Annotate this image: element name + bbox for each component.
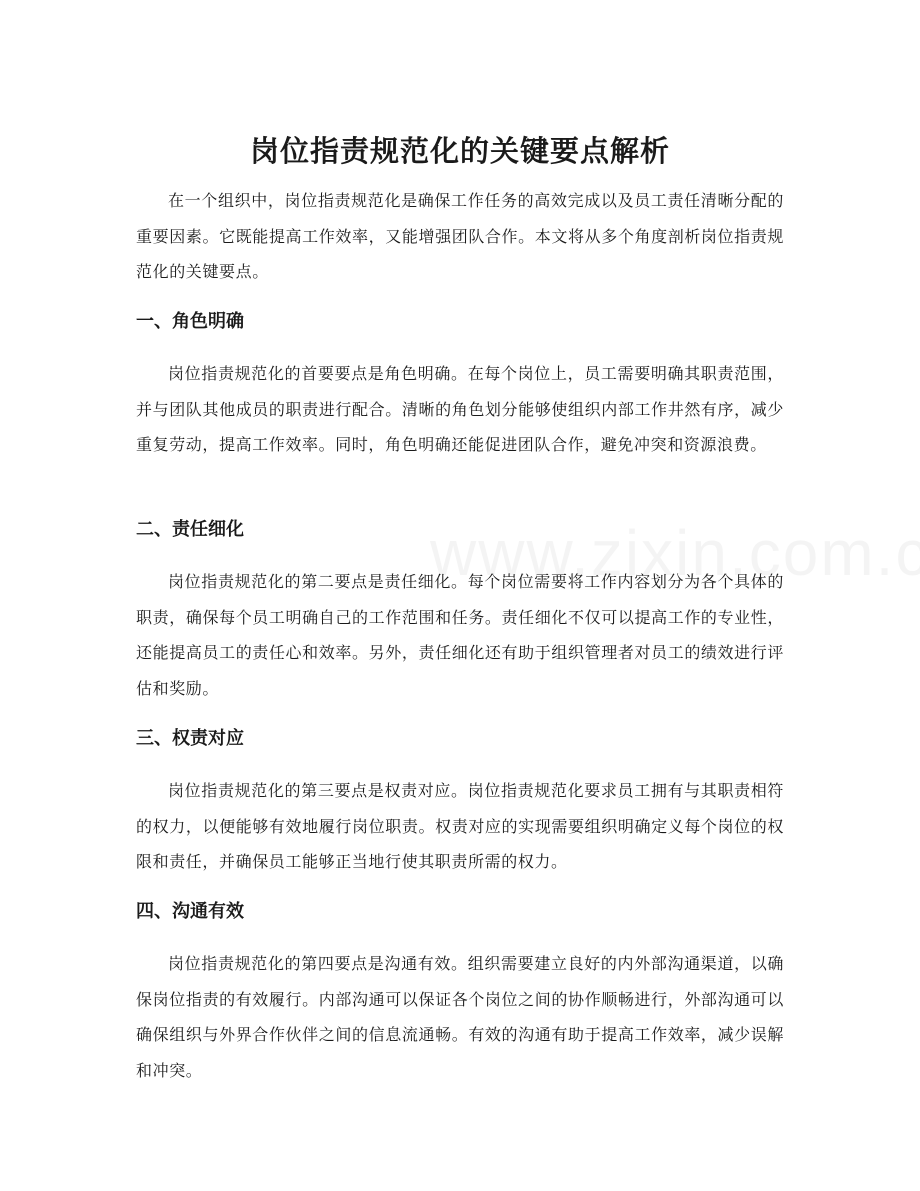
section-heading-3: 三、权责对应 <box>136 728 244 749</box>
section-body-2: 岗位指责规范化的第二要点是责任细化。每个岗位需要将工作内容划分为各个具体的职责，确保每个员工明确自己的工作范围和任务。责任细化不仅可以提高工作的专业性，还能提高员工的责任心和效率。另外，责任细化还有助于组织管理者对员工的绩效进行评估和奖励。 <box>136 572 784 698</box>
section-heading-2: 二、责任细化 <box>136 519 244 540</box>
section-body-4: 岗位指责规范化的第四要点是沟通有效。组织需要建立良好的内外部沟通渠道，以确保岗位指责的有效履行。内部沟通可以保证各个岗位之间的协作顺畅进行，外部沟通可以确保组织与外界合作伙伴之间的信息流通畅。有效的沟通有助于提高工作效率，减少误解和冲突。 <box>136 954 784 1080</box>
document-title: 岗位指责规范化的关键要点解析 <box>249 134 670 169</box>
section-body-1: 岗位指责规范化的首要要点是角色明确。在每个岗位上，员工需要明确其职责范围，并与团队其他成员的职责进行配合。清晰的角色划分能够使组织内部工作井然有序，减少重复劳动，提高工作效率。同时，角色明确还能促进团队合作，避免冲突和资源浪费。 <box>136 364 784 454</box>
section-heading-4: 四、沟通有效 <box>136 901 244 922</box>
section-body-3: 岗位指责规范化的第三要点是权责对应。岗位指责规范化要求员工拥有与其职责相符的权力，以便能够有效地履行岗位职责。权责对应的实现需要组织明确定义每个岗位的权限和责任，并确保员工能够正当地行使其职责所需的权力。 <box>136 781 784 871</box>
intro-paragraph: 在一个组织中，岗位指责规范化是确保工作任务的高效完成以及员工责任清晰分配的重要因素。它既能提高工作效率，又能增强团队合作。本文将从多个角度剖析岗位指责规范化的关键要点。 <box>136 191 784 281</box>
section-heading-1: 一、角色明确 <box>136 311 244 332</box>
